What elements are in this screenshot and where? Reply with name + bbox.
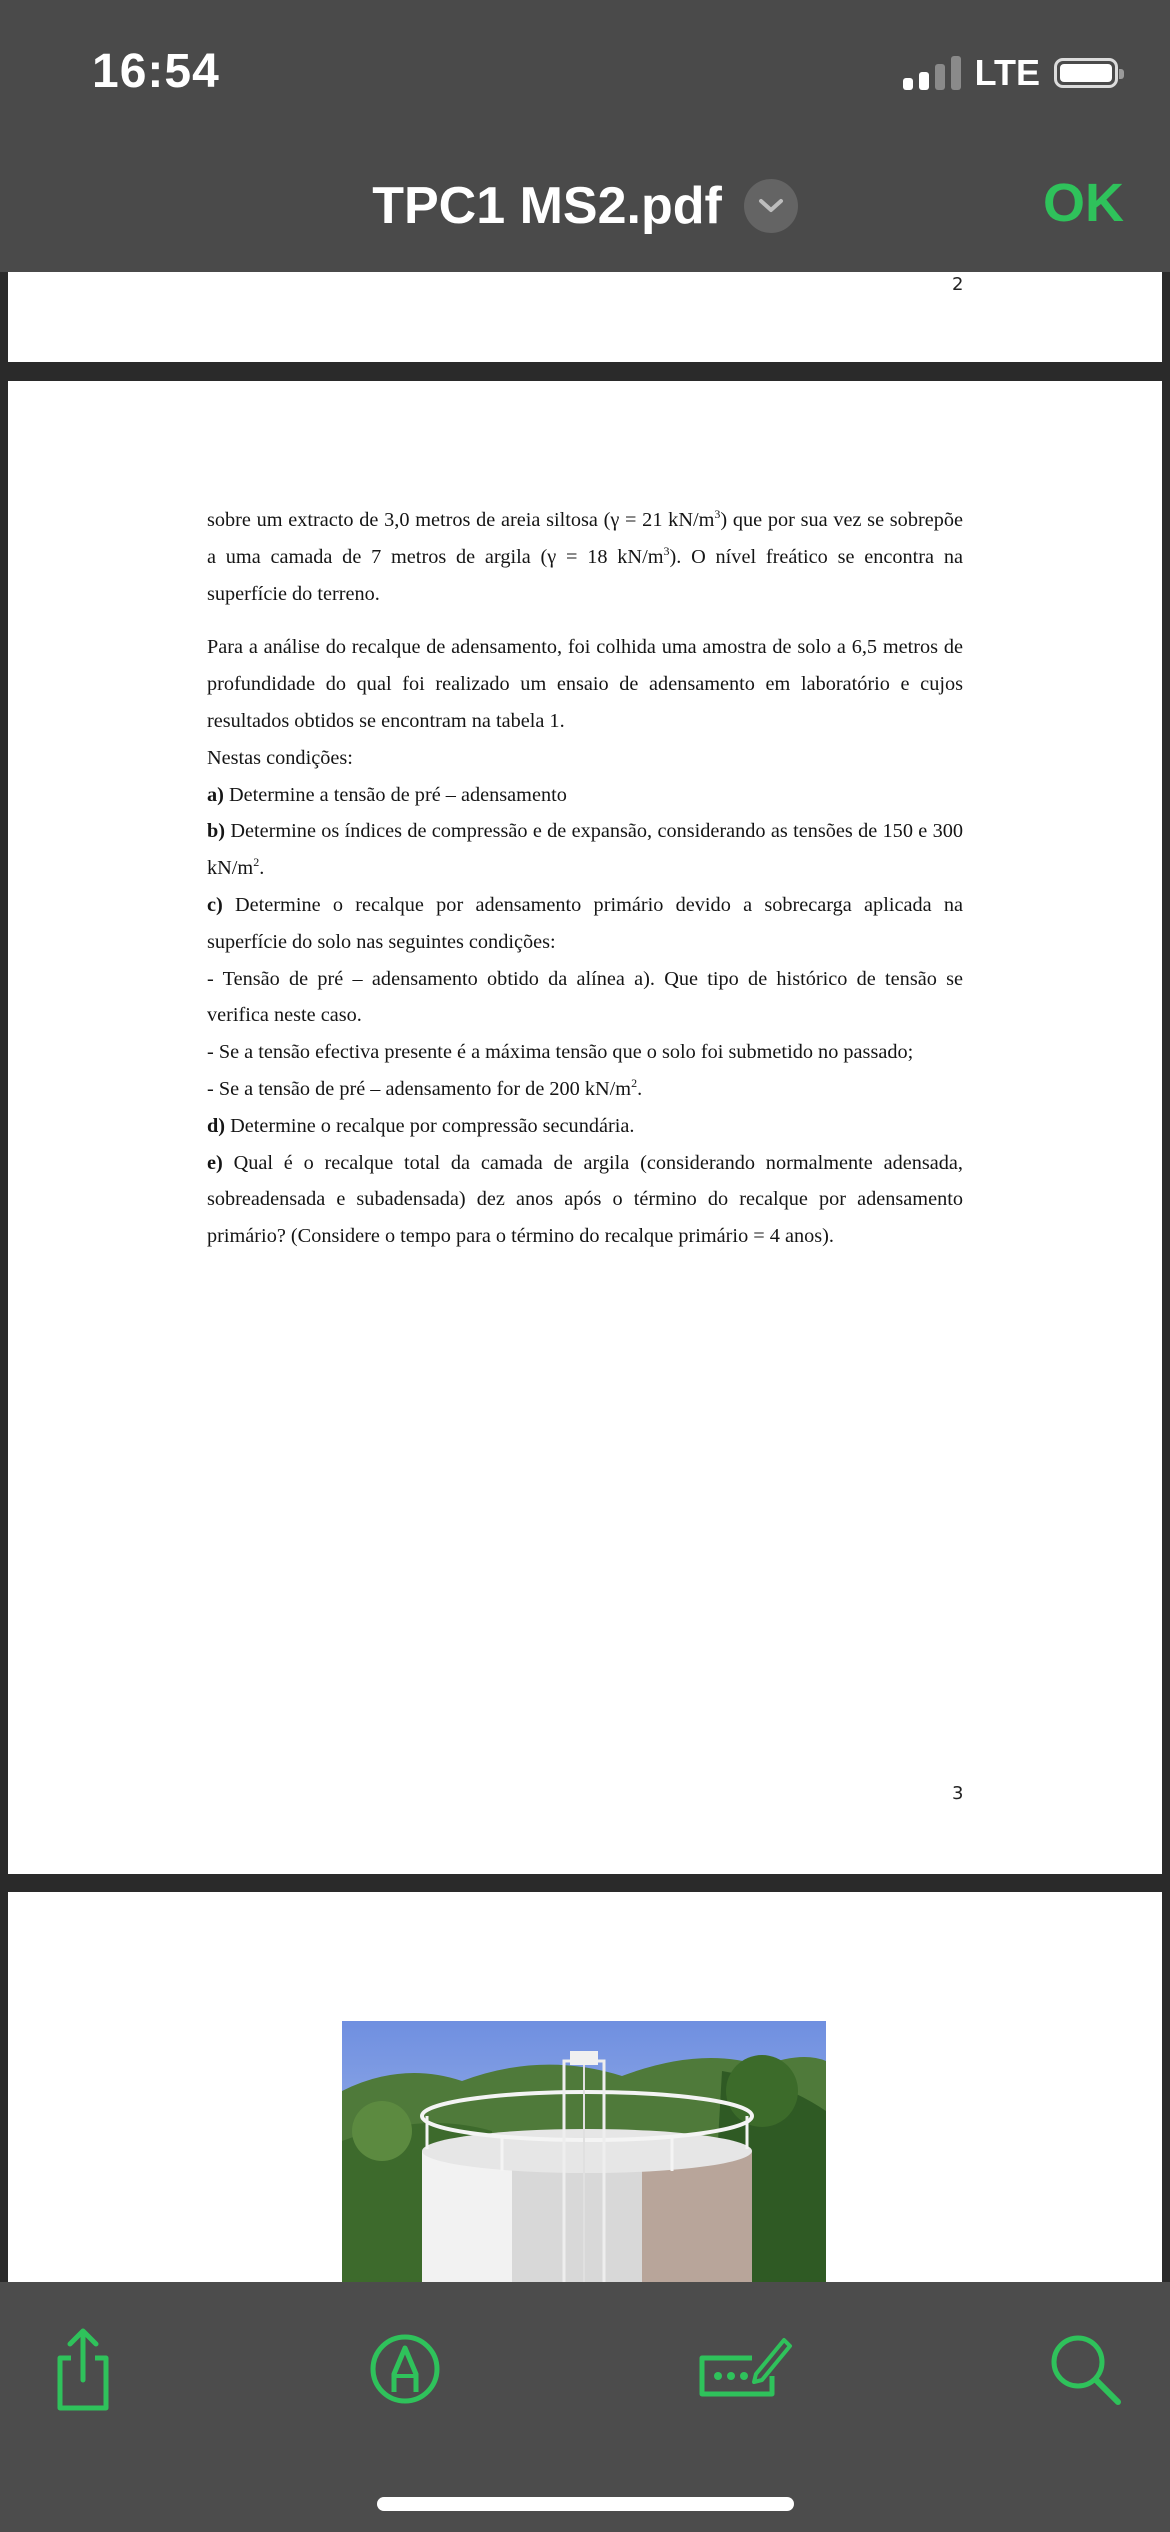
status-time: 16:54	[92, 45, 220, 98]
question-d: d) Determine o recalque por compressão secundária.	[207, 1114, 635, 1137]
network-type: LTE	[974, 52, 1040, 93]
paragraph: Para a análise do recalque de adensamento, foi colhida uma amostra de solo a 6,5 metros de profundidade do qual foi realizado um ensaio de adensamento em laboratório e cujos resultados obtidos se encontram na tabela 1.	[207, 636, 963, 732]
chevron-down-icon[interactable]	[744, 179, 798, 233]
search-icon	[1040, 2324, 1130, 2414]
question-b: b) Determine os índices de compressão e de expansão, considerando as tensões de 150 e 300 $kN/m^2$.	[207, 820, 963, 880]
cellular-signal-icon	[903, 56, 961, 90]
signature-button[interactable]	[694, 2324, 794, 2414]
document-title-menu[interactable]	[0, 170, 1170, 242]
question-a: a) Determine a tensão de pré – adensamento	[207, 783, 567, 806]
battery-icon	[1054, 58, 1118, 88]
home-indicator[interactable]	[377, 2497, 794, 2511]
share-button[interactable]	[38, 2324, 128, 2414]
markup-button[interactable]	[360, 2324, 450, 2414]
share-icon	[38, 2324, 128, 2414]
page-body-text	[207, 502, 963, 1255]
list-item: - Tensão de pré – adensamento obtido da alínea a). Que tipo de histórico de tensão se verifica neste caso.	[207, 967, 963, 1027]
status-indicators	[903, 52, 1118, 94]
top-bar	[0, 0, 1170, 272]
bottom-toolbar	[0, 2282, 1170, 2532]
paragraph: sobre um extracto de 3,0 metros de areia siltosa (γ = 21 $kN/m^3$) que por sua vez se sobrepõe a uma camada de 7 metros de argila (γ = 18 $kN/m^3$). O nível freático se encontra na superfície do terreno.	[207, 507, 963, 605]
document-title[interactable]: TPC1 MS2.pdf	[372, 177, 722, 235]
pdf-page-current	[8, 381, 1162, 1874]
question-e: e) Qual é o recalque total da camada de argila (considerando normalmente adensada, sobreadensada e subadensada) dez anos após o término do recalque por adensamento primário? (Considere o tempo para o término do recalque primário = 4 anos).	[207, 1151, 963, 1248]
page-number: 2	[952, 274, 964, 295]
list-item: - Se a tensão efectiva presente é a máxima tensão que o solo foi submetido no passado;	[207, 1041, 914, 1064]
pdf-page-previous	[8, 272, 1162, 362]
question-c: c) Determine o recalque por adensamento primário devido a sobrecarga aplicada na superfície do solo nas seguintes condições:	[207, 893, 963, 953]
list-item: - Se a tensão de pré – adensamento for de 200 $kN/m^2$.	[207, 1076, 643, 1100]
markup-pen-icon	[360, 2324, 450, 2414]
water-tank-photo	[342, 2021, 826, 2282]
paragraph: Nestas condições:	[207, 746, 353, 769]
pdf-page-next	[8, 1892, 1162, 2282]
ok-button[interactable]: OK	[1043, 173, 1124, 233]
page-number: 3	[952, 1783, 964, 1804]
pdf-viewer[interactable]	[0, 272, 1170, 2282]
search-button[interactable]	[1040, 2324, 1130, 2414]
signature-icon	[694, 2324, 794, 2414]
